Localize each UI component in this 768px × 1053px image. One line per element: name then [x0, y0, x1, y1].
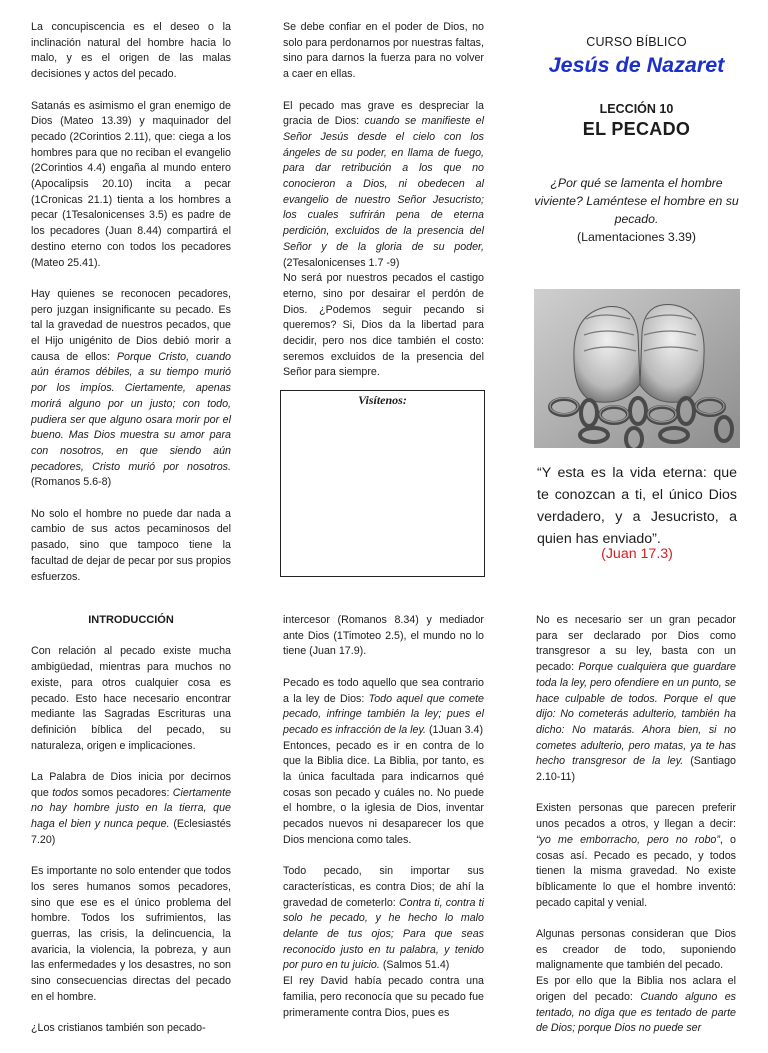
- text-plain: somos pecadores:: [78, 786, 173, 799]
- section-heading: INTRODUCCIÓN: [88, 614, 174, 626]
- scripture-quote: Contra ti, contra ti solo he pecado, y he hecho lo malo delante de tus ojos; Para que seas reconocido justo en tu palabra, y tenido por puro en tu juicio.: [283, 896, 484, 972]
- paragraph-contra-dios: [283, 864, 484, 974]
- scripture-ref: (Romanos 5.6-8): [31, 476, 112, 489]
- scripture-quote: cuando se manifieste el Señor Jesús desde el cielo con los ángeles de su poder, en llama de fuego, para dar retribución a los que no conocieron a Dios, ni obedecen al evangelio de nuestro Señor Jesucristo; los cuales sufrirán pena de eterna perdición, excluidos de la presencia del Señor y de la gloria de su poder,: [283, 115, 484, 253]
- panel-bottom-left: [31, 613, 231, 1053]
- paragraph-pecado-grave: [283, 99, 484, 272]
- paragraph-esfuerzos: No solo el hombre no puede dar nada a cambio de sus actos pecaminosos del pasado, sino que tampoco tiene la facultad de dejar de pecar por sus propios esfuerzos.: [31, 507, 231, 583]
- visit-us-title: Visítenos:: [358, 393, 407, 407]
- paragraph-satanas: Satanás es asimismo el gran enemigo de Dios (Mateo 13.39) y maquinador del pecado (2Corintios 2.11), que: ciega a los hombres para que no reciban el evangelio (2Corintios 4.4) engaña al mundo entero (Apocalipsis 20.10) incita a pecar (1Cronicas 21.1) tienta a los hombres a pecar (1Tesalonicenses 3.5) es padre de los pecadores (Juan 8.44) compartirá el destino eterno con todos los pecadores (Mateo 25.41).: [31, 99, 231, 269]
- paragraph-preferir: [536, 801, 736, 911]
- scripture-ref: (Eclesiastés 7.20): [31, 818, 231, 846]
- lesson-title: EL PECADO: [582, 119, 691, 139]
- text-emphasis: todos: [52, 786, 79, 799]
- scripture-ref: (1Juan 3.4): [425, 723, 484, 736]
- paragraph-origen: [536, 974, 736, 1037]
- text-plain: Es por ello que la Biblia nos aclara el origen del pecado:: [536, 975, 736, 1003]
- paragraph-rey-david: El rey David había pecado contra una familia, pero reconocía que su pecado fue primeramente contra Dios, pues es: [283, 975, 484, 1019]
- paragraph-gravedad: [31, 287, 231, 491]
- visit-us-box: [280, 390, 485, 577]
- lesson-number: LECCIÓN 10: [599, 102, 674, 116]
- scripture-ref: (Salmos 51.4): [379, 959, 450, 972]
- scripture-quote: Ciertamente no hay hombre justo en la tierra, que haga el bien y nunca peque.: [31, 786, 232, 831]
- scripture-quote: Todo aquel que comete pecado, infringe también la ley; pues el pecado es infracción de la ley.: [283, 692, 484, 736]
- cover-quote: “Y esta es la vida eterna: que te conozcan a ti, el único Dios verdadero, y a Jesucristo, a quien has enviado”.: [537, 465, 737, 547]
- panel-bottom-middle: [283, 613, 484, 1037]
- text-plain: No es necesario ser un gran pecador para ser declarado por Dios como transgresor a su ley, basta con un pecado:: [536, 614, 736, 674]
- text-plain: Pecado es todo aquello que sea contrario a la ley de Dios:: [283, 676, 484, 705]
- cover-verse-ref: (Lamentaciones 3.39): [577, 230, 696, 244]
- text-plain: Hay quienes se reconocen pecadores, pero juzgan insignificante su pecado. Es tal la gravedad de nuestros pecados, que el Hijo unigénito de Dios debió morir a causa de ellos:: [31, 287, 231, 363]
- paragraph-cristianos: ¿Los cristianos también son pecado-: [31, 1022, 206, 1035]
- scripture-ref: (2Tesalonicenses 1.7 -9): [283, 256, 400, 269]
- text-plain: El pecado mas grave es despreciar la gracia de Dios:: [283, 99, 484, 128]
- paragraph-biblia-dice: Entonces, pecado es ir en contra de lo que la Biblia dice. La Biblia, por tanto, es la única facultada para indicarnos qué cosas son pecado y cuáles no. No puede el hombre, o la iglesia de Dios, inventar pecados nuevos ni desaparecer los que Dios menciona como tales.: [283, 739, 484, 846]
- text-emphasis: “yo me emborracho, pero no robo”: [536, 833, 720, 846]
- paragraph-confiar: Se debe confiar en el poder de Dios, no solo para perdonarnos por nuestras faltas, sino para darnos la fuerza para no volver a caer en ellas.: [283, 21, 484, 81]
- scripture-ref: (Santiago 2.10-11): [536, 755, 736, 784]
- cover-quote-ref: (Juan 17.3): [601, 546, 673, 562]
- paragraph-ambiguedad: Con relación al pecado existe mucha ambigüedad, mientras para muchos no existe, para otros cualquier cosa es pecado. Esto hace necesario encontrar mediante las Sagradas Escrituras una definición bíblica del pecado, su naturaleza, origen e implicaciones.: [31, 645, 231, 752]
- paragraph-todos-pecadores: [31, 770, 231, 849]
- scripture-quote: Porque Cristo, cuando aún éramos débiles, a su tiempo murió por los impíos. Ciertamente, apenas morirá alguno por un justo; con todo, pudiera ser que alguno osara morir por el bueno. Mas Dios muestra su amor para con nosotros, en que siendo aún pecadores, Cristo murió por nosotros.: [31, 350, 232, 473]
- panel-top-middle: [283, 20, 484, 397]
- paragraph-concupiscencia: La concupiscencia es el deseo o la inclinación natural del hombre hacia lo malo, y es el origen de las malas decisiones y actos del pecado.: [31, 21, 231, 81]
- panel-top-left: [31, 20, 231, 601]
- panel-bottom-right: [536, 613, 736, 1053]
- paragraph-castigo: No será por nuestros pecados el castigo eterno, sino por desairar el perdón de Dios. ¿Podemos seguir pecando si queremos? Si, Dios da la libertad para decidir, pero nos dice también el costo: seremos excluidos de la presencia del Señor para siempre.: [283, 272, 484, 379]
- text-plain: Existen personas que parecen preferir unos pecados a otros, y llegan a decir:: [536, 802, 736, 831]
- text-plain: , o cosas así. Pecado es pecado, y todos tienen la misma gravedad. No existe bíblicamente lo que el hombre inventó: pecado capital y venial.: [536, 833, 736, 909]
- course-label: CURSO BÍBLICO: [586, 35, 687, 49]
- paragraph-creador: Algunas personas consideran que Dios es creador de todo, suponiendo malignamente que también del pecado.: [536, 928, 736, 972]
- paragraph-definicion: [283, 676, 484, 739]
- cover-verse: ¿Por qué se lamenta el hombre viviente? Laméntese el hombre en su pecado.: [534, 176, 739, 226]
- series-title: Jesús de Nazaret: [548, 53, 725, 77]
- scripture-quote: Cuando alguno es tentado, no diga que es tentado de parte de Dios; porque Dios no puede ser: [536, 990, 736, 1035]
- paragraph-unico-problema: Es importante no solo entender que todos los seres humanos somos pecadores, sino que ese es el único problema del hombre. Todos los sufrimientos, las guerras, las crisis, la delincuencia, la avaricia, la violencia, la pobreza, y aun las enfermedades y los desastres, no son sino consecuencias directas del pecado en el hombre.: [31, 865, 231, 1003]
- cover-panel: [533, 20, 740, 246]
- text-plain: La Palabra de Dios inicia por decirnos que: [31, 771, 231, 799]
- paragraph-un-pecado: [536, 613, 736, 786]
- text-plain: Todo pecado, sin importar sus características, es contra Dios; de ahí la gravedad de cometerlo:: [283, 865, 484, 909]
- paragraph-intercesor: intercesor (Romanos 8.34) y mediador ante Dios (1Timoteo 2.5), el mundo no lo tiene (Juan 17.9).: [283, 614, 484, 658]
- scripture-quote: Porque cualquiera que guardare toda la ley, pero ofendiere en un punto, se hace culpable de todos. Porque el que dijo: No cometerás adulterio, también ha dicho: No matarás. Ahora bien, si no cometes adulterio, pero matas, ya te has hecho transgresor de la ley.: [536, 661, 736, 768]
- chained-fists-photo-icon: [534, 289, 740, 448]
